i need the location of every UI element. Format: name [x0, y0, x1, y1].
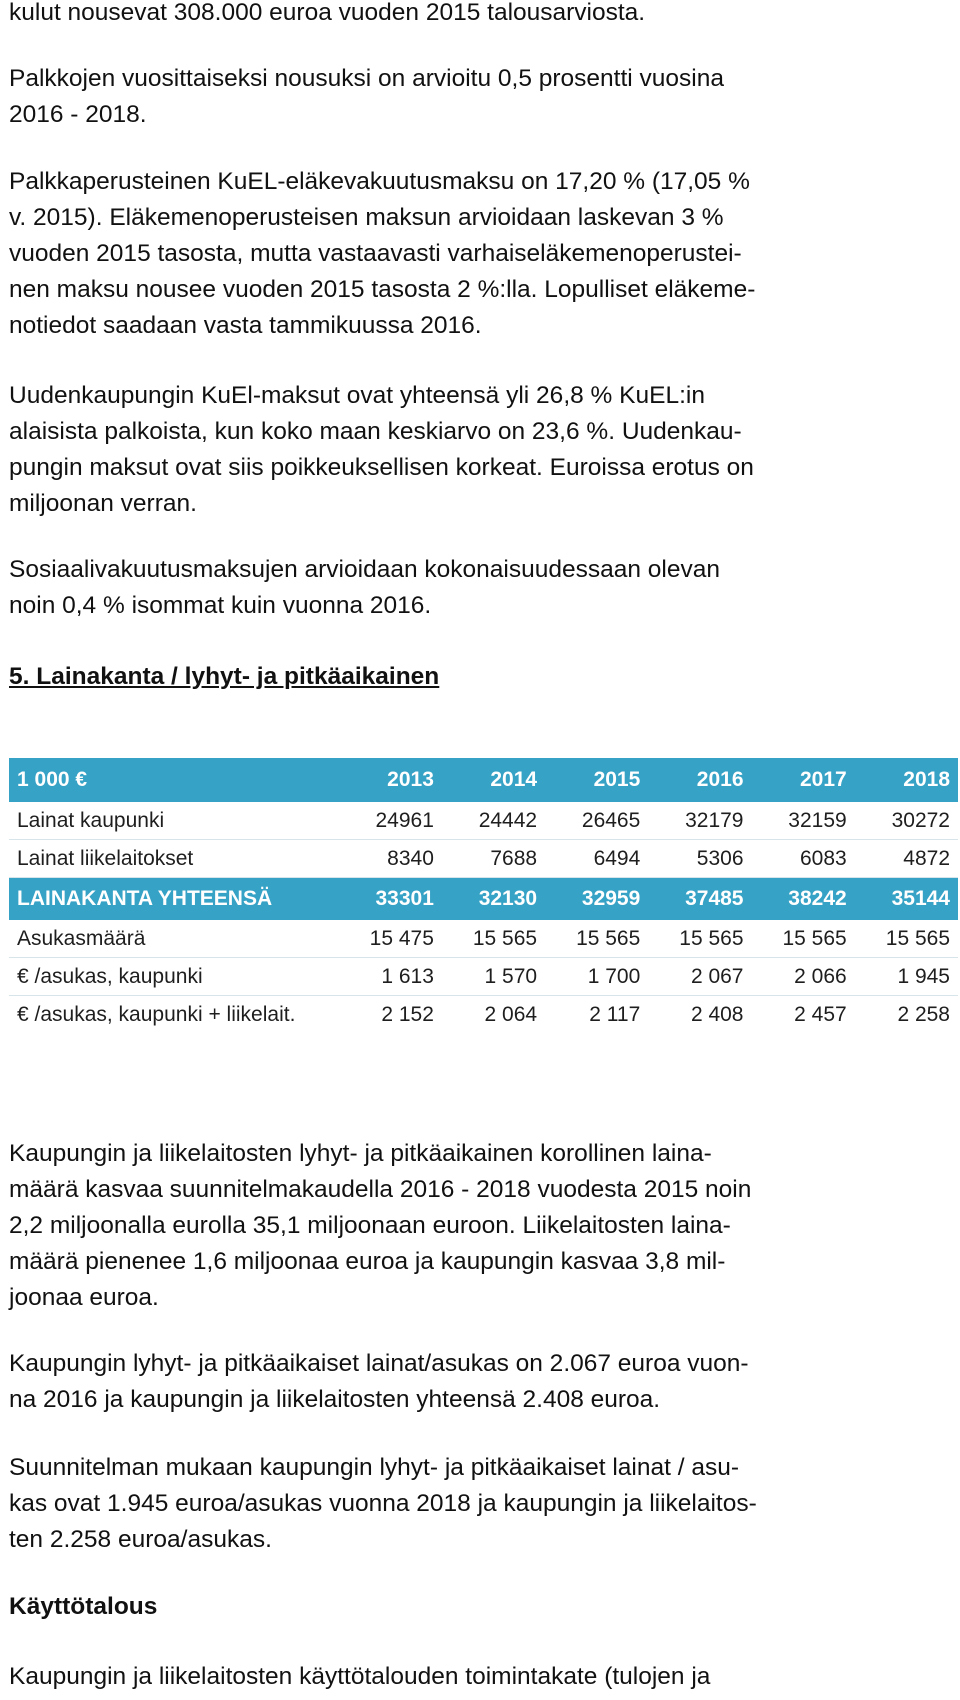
paragraph-kuel-pension: Palkkaperusteinen KuEL-eläkevakuutusmaksu on 17,20 % (17,05 % v. 2015). Eläkemenoperusteisen maksun arvioidaan laskevan 3 % vuoden 2015 tasosta, mutta vastaavasti varhaiseläkemenoperustei- nen maksu nousee vuoden 2015 tasosta 2 %:lla. Lopulliset eläkeme- notiedot saadaan vasta tammikuussa 2016.: [9, 168, 756, 339]
paragraph-kuel-share: Uudenkaupungin KuEl-maksut ovat yhteensä yli 26,8 % KuEL:in alaisista palkoista, kun koko maan keskiarvo on 23,6 %. Uudenkau- pungin maksut ovat siis poikkeuksellisen korkeat. Euroissa erotus on miljoonan verran.: [9, 382, 754, 517]
subheading-operating-economy: Käyttötalous: [9, 1593, 158, 1620]
table-cell: 33301: [339, 878, 442, 921]
table-row: [9, 920, 958, 958]
row-label: LAINAKANTA YHTEENSÄ: [9, 878, 339, 921]
table-cell: 37485: [648, 878, 751, 921]
table-cell: 32159: [752, 802, 855, 840]
table-cell: 8340: [339, 840, 442, 878]
table-cell: 1 613: [339, 958, 442, 996]
table-cell: 15 475: [339, 920, 442, 958]
table-cell: 15 565: [545, 920, 648, 958]
table-cell: 15 565: [752, 920, 855, 958]
row-label: € /asukas, kaupunki + liikelait.: [9, 996, 339, 1034]
table-cell: 2 408: [648, 996, 751, 1034]
table-cell: 1 945: [855, 958, 958, 996]
table-row: [9, 802, 958, 840]
table-row: [9, 958, 958, 996]
table-cell: 26465: [545, 802, 648, 840]
table-year-header: 2016: [648, 758, 751, 802]
table-cell: 24961: [339, 802, 442, 840]
table-unit-label: 1 000 €: [9, 758, 339, 802]
row-label: Asukasmäärä: [9, 920, 339, 958]
table-header-row: [9, 758, 958, 802]
paragraph-loans-per-resident: Kaupungin lyhyt- ja pitkäaikaiset lainat/asukas on 2.067 euroa vuon- na 2016 ja kaupungin ja liikelaitosten yhteensä 2.408 euroa.: [9, 1350, 749, 1413]
table-cell: 1 570: [442, 958, 545, 996]
table-cell: 4872: [855, 840, 958, 878]
loan-table: [9, 758, 958, 1033]
table-cell: 32130: [442, 878, 545, 921]
row-label: € /asukas, kaupunki: [9, 958, 339, 996]
row-label: Lainat kaupunki: [9, 802, 339, 840]
table-cell: 15 565: [648, 920, 751, 958]
table-year-header: 2017: [752, 758, 855, 802]
paragraph-salary-increase: Palkkojen vuosittaiseksi nousuksi on arvioitu 0,5 prosentti vuosina 2016 - 2018.: [9, 65, 724, 128]
table-cell: 6494: [545, 840, 648, 878]
table-cell: 30272: [855, 802, 958, 840]
table-year-header: 2013: [339, 758, 442, 802]
table-year-header: 2018: [855, 758, 958, 802]
table-year-header: 2014: [442, 758, 545, 802]
table-cell: 32959: [545, 878, 648, 921]
row-label: Lainat liikelaitokset: [9, 840, 339, 878]
paragraph-loan-growth: Kaupungin ja liikelaitosten lyhyt- ja pitkäaikainen korollinen laina- määrä kasvaa suunnitelmakaudella 2016 - 2018 vuodesta 2015 noin 2,2 miljoonalla eurolla 35,1 miljoonaan euroon. Liikelaitosten laina- määrä pienenee 1,6 miljoonaa euroa ja kaupungin kasvaa 3,8 mil- joonaa euroa.: [9, 1140, 752, 1311]
table-cell: 2 066: [752, 958, 855, 996]
table-total-row: [9, 878, 958, 921]
table-cell: 2 457: [752, 996, 855, 1034]
table-year-header: 2015: [545, 758, 648, 802]
table-row: [9, 996, 958, 1034]
paragraph-social-insurance: Sosiaalivakuutusmaksujen arvioidaan kokonaisuudessaan olevan noin 0,4 % isommat kuin vuonna 2016.: [9, 556, 720, 619]
table-cell: 5306: [648, 840, 751, 878]
table-cell: 15 565: [855, 920, 958, 958]
table-cell: 24442: [442, 802, 545, 840]
table-cell: 2 258: [855, 996, 958, 1034]
table-cell: 2 067: [648, 958, 751, 996]
table-cell: 32179: [648, 802, 751, 840]
table-row: [9, 840, 958, 878]
table-cell: 15 565: [442, 920, 545, 958]
table-cell: 38242: [752, 878, 855, 921]
section-heading-loans: 5. Lainakanta / lyhyt- ja pitkäaikainen: [9, 663, 440, 690]
table-cell: 2 152: [339, 996, 442, 1034]
paragraph-operating-margin: Kaupungin ja liikelaitosten käyttötalouden toimintakate (tulojen ja: [9, 1663, 711, 1690]
paragraph-costs: kulut nousevat 308.000 euroa vuoden 2015 talousarviosta.: [9, 0, 646, 26]
table-cell: 7688: [442, 840, 545, 878]
table-cell: 2 064: [442, 996, 545, 1034]
table-cell: 1 700: [545, 958, 648, 996]
paragraph-plan-2018: Suunnitelman mukaan kaupungin lyhyt- ja pitkäaikaiset lainat / asu- kas ovat 1.945 euroa/asukas vuonna 2018 ja kaupungin ja liikelaitos- ten 2.258 euroa/asukas.: [9, 1454, 757, 1553]
table-cell: 6083: [752, 840, 855, 878]
table-cell: 2 117: [545, 996, 648, 1034]
table-cell: 35144: [855, 878, 958, 921]
